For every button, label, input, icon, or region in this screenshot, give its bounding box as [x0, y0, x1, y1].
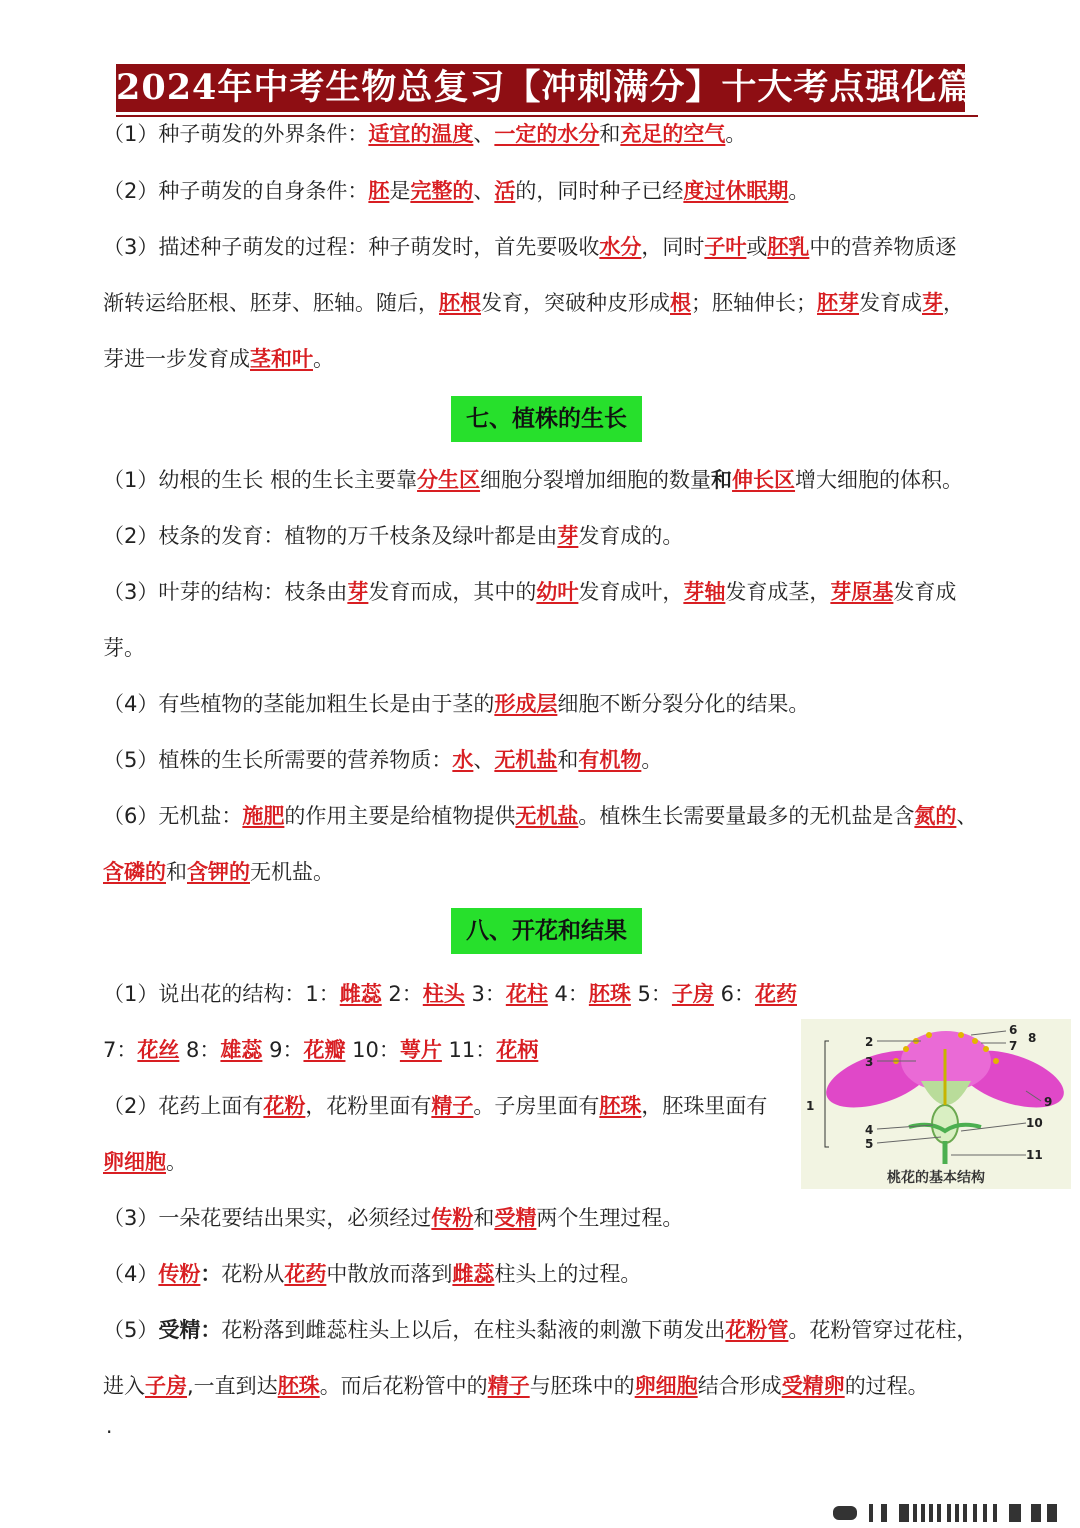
highlighted-term: 受精卵	[781, 1374, 845, 1398]
highlighted-term: 花柱	[505, 982, 548, 1006]
text-segment: 发育，突破种皮形成	[481, 291, 670, 315]
page-title: 2024年中考生物总复习【冲刺满分】十大考点强化篇	[116, 64, 965, 112]
highlighted-term: 卵细胞	[103, 1150, 166, 1174]
text-segment: 无机盐。	[250, 860, 334, 884]
text-segment: 2：	[381, 982, 423, 1006]
peach-flower-diagram	[801, 1019, 1071, 1189]
highlighted-term: 形成层	[494, 692, 558, 716]
figure-caption: 桃花的基本结构	[887, 1170, 985, 1186]
callout-label: 5	[865, 1137, 874, 1151]
callout-label: 9	[1044, 1095, 1053, 1109]
text-segment: 与胚珠中的	[529, 1374, 635, 1398]
highlighted-term: 胚芽	[817, 291, 859, 315]
highlighted-term: 芽原基	[830, 580, 894, 604]
callout-label: 7	[1009, 1039, 1018, 1053]
text-segment: 芽进一步发育成	[103, 347, 250, 371]
highlighted-term: 精子	[487, 1374, 530, 1398]
highlighted-term: 有机物	[578, 748, 642, 772]
highlighted-term: 胚珠	[588, 982, 631, 1006]
text-segment: 发育成茎，	[725, 580, 831, 604]
text-line	[103, 633, 145, 663]
highlighted-term: 传粉	[158, 1262, 201, 1286]
text-line	[103, 288, 964, 318]
text-segment: （1）说出花的结构：1：	[103, 982, 340, 1006]
highlighted-term: 芽	[557, 524, 579, 548]
text-segment: 。	[166, 1150, 187, 1174]
text-segment: （5）植株的生长所需要的营养物质：	[103, 748, 453, 772]
text-segment: 和	[166, 860, 187, 884]
highlighted-term: 花药	[284, 1262, 327, 1286]
text-segment: ；胚轴伸长；	[691, 291, 817, 315]
text-line	[103, 232, 956, 262]
text-segment: 、	[473, 122, 495, 146]
text-segment: 的，同时种子已经	[515, 179, 684, 203]
text-segment: 6：	[713, 982, 755, 1006]
highlighted-term: 芽	[347, 580, 369, 604]
text-segment: 发育而成，其中的	[368, 580, 537, 604]
bold-text: 受精：	[158, 1318, 222, 1342]
text-line	[103, 1315, 977, 1345]
highlighted-term: 雌蕊	[452, 1262, 495, 1286]
highlighted-term: 花瓣	[303, 1038, 346, 1062]
highlighted-term: 一定的水分	[494, 122, 600, 146]
callout-label: 2	[865, 1035, 874, 1049]
highlighted-term: 花粉管	[725, 1318, 789, 1342]
highlighted-term: 含磷的	[103, 860, 166, 884]
text-line	[103, 1035, 538, 1065]
text-segment: 和	[557, 748, 579, 772]
text-segment: 结合形成	[697, 1374, 782, 1398]
text-segment: ，花粉里面有	[305, 1094, 432, 1118]
text-segment: 细胞不断分裂分化的结果。	[557, 692, 810, 716]
text-segment: 进入	[103, 1374, 145, 1398]
section-heading-growth: 七、植株的生长	[451, 396, 642, 442]
highlighted-term: 子叶	[704, 235, 747, 259]
text-line	[103, 1203, 683, 1233]
highlighted-term: 充足的空气	[620, 122, 726, 146]
highlighted-term: 无机盐	[515, 804, 579, 828]
highlighted-term: 无机盐	[494, 748, 558, 772]
text-segment: 11：	[441, 1038, 497, 1062]
text-segment: 中散放而落到	[326, 1262, 453, 1286]
highlighted-term: 分生区	[417, 468, 481, 492]
text-segment: 发育成	[859, 291, 922, 315]
text-segment: 细胞分裂增加细胞的数量	[480, 468, 712, 492]
text-segment: （3）叶芽的结构：枝条由	[103, 580, 348, 604]
text-segment: （6）无机盐：	[103, 804, 243, 828]
text-line	[103, 1371, 929, 1401]
text-segment: 增大细胞的体积。	[795, 468, 964, 492]
text-line	[103, 689, 809, 719]
highlighted-term: 雌蕊	[339, 982, 382, 1006]
highlighted-term: 萼片	[399, 1038, 442, 1062]
text-segment: 的过程。	[844, 1374, 929, 1398]
text-segment: （4）有些植物的茎能加粗生长是由于茎的	[103, 692, 495, 716]
text-line	[103, 801, 977, 831]
text-segment: 5：	[630, 982, 672, 1006]
text-segment: 和	[599, 122, 621, 146]
highlighted-term: 卵细胞	[634, 1374, 698, 1398]
text-segment: 、	[473, 748, 495, 772]
text-segment: 。	[313, 347, 334, 371]
text-line	[103, 521, 683, 551]
text-segment: 花粉从	[221, 1262, 285, 1286]
text-line	[103, 857, 334, 887]
highlighted-term: 受精	[494, 1206, 537, 1230]
text-segment: 发育成的。	[578, 524, 684, 548]
text-segment: （1）幼根的生长 根的生长主要靠	[103, 468, 418, 492]
text-line	[103, 1091, 767, 1121]
text-segment: 7：	[103, 1038, 138, 1062]
highlighted-term: 子房	[671, 982, 714, 1006]
text-segment: 发育成	[893, 580, 957, 604]
highlighted-term: 活	[494, 179, 516, 203]
text-segment: 芽。	[103, 636, 145, 660]
text-line	[103, 1147, 187, 1177]
highlighted-term: 水分	[599, 235, 642, 259]
text-segment: 发育成叶，	[578, 580, 684, 604]
highlighted-term: 含钾的	[187, 860, 250, 884]
text-segment: （3）描述种子萌发的过程：种子萌发时，首先要吸收	[103, 235, 600, 259]
text-segment: （2）花药上面有	[103, 1094, 264, 1118]
highlighted-term: 茎和叶	[250, 347, 313, 371]
highlighted-term: 度过休眠期	[683, 179, 789, 203]
highlighted-term: 伸长区	[732, 468, 796, 492]
bold-text: ：	[200, 1262, 222, 1286]
callout-label: 6	[1009, 1023, 1018, 1037]
text-segment: 是	[389, 179, 411, 203]
highlighted-term: 胚	[368, 179, 390, 203]
highlighted-term: 施肥	[242, 804, 285, 828]
callout-label: 1	[806, 1099, 815, 1113]
text-segment: 9：	[262, 1038, 304, 1062]
text-segment: （3）一朵花要结出果实，必须经过	[103, 1206, 432, 1230]
text-segment: 。植株生长需要量最多的无机盐是含	[578, 804, 915, 828]
text-segment: 4：	[547, 982, 589, 1006]
highlighted-term: 胚珠	[599, 1094, 642, 1118]
text-segment: 两个生理过程。	[536, 1206, 684, 1230]
text-segment: 柱头上的过程。	[494, 1262, 642, 1286]
section-heading-flower: 八、开花和结果	[451, 908, 642, 954]
text-segment: ,一直到达	[187, 1374, 278, 1398]
highlighted-term: 胚根	[439, 291, 481, 315]
text-segment: 、	[956, 804, 978, 828]
text-line	[103, 745, 662, 775]
footer-dot: ·	[106, 1420, 113, 1444]
text-segment: 。而后花粉管中的	[319, 1374, 488, 1398]
text-line	[103, 119, 746, 149]
text-segment: ，同时	[641, 235, 705, 259]
text-segment: 。	[725, 122, 747, 146]
callout-label: 4	[865, 1123, 874, 1137]
text-line	[103, 1259, 641, 1289]
callout-label: 3	[865, 1055, 874, 1069]
highlighted-term: 芽轴	[683, 580, 726, 604]
callout-label: 10	[1026, 1116, 1043, 1130]
highlighted-term: 水	[452, 748, 474, 772]
text-segment: 3：	[464, 982, 506, 1006]
watermark-glyphs	[833, 1500, 1063, 1522]
highlighted-term: 柱头	[422, 982, 465, 1006]
highlighted-term: 适宜的温度	[368, 122, 474, 146]
text-segment: 。子房里面有	[473, 1094, 600, 1118]
text-segment: （1）种子萌发的外界条件：	[103, 122, 369, 146]
text-line	[103, 344, 334, 374]
highlighted-term: 花粉	[263, 1094, 306, 1118]
text-segment: 。	[788, 179, 810, 203]
text-line	[103, 979, 797, 1009]
text-segment: 10：	[345, 1038, 400, 1062]
highlighted-term: 幼叶	[536, 580, 579, 604]
text-line	[103, 465, 963, 495]
highlighted-term: 氮的	[914, 804, 957, 828]
highlighted-term: 精子	[431, 1094, 474, 1118]
text-segment: 花粉落到雌蕊柱头上以后，在柱头黏液的刺激下萌发出	[221, 1318, 726, 1342]
text-line	[103, 176, 809, 206]
text-segment: ，	[943, 291, 964, 315]
highlighted-term: 胚珠	[277, 1374, 320, 1398]
text-line	[103, 577, 956, 607]
highlighted-term: 花药	[754, 982, 797, 1006]
bold-text: 和	[711, 468, 733, 492]
text-segment: （2）种子萌发的自身条件：	[103, 179, 369, 203]
text-segment: 的作用主要是给植物提供	[284, 804, 516, 828]
text-segment: （2）枝条的发育：植物的万千枝条及绿叶都是由	[103, 524, 558, 548]
highlighted-term: 花丝	[137, 1038, 180, 1062]
highlighted-term: 胚乳	[767, 235, 810, 259]
highlighted-term: 花柄	[496, 1038, 539, 1062]
text-segment: （4）	[103, 1262, 159, 1286]
highlighted-term: 子房	[145, 1374, 187, 1398]
highlighted-term: 完整的	[410, 179, 474, 203]
text-segment: ，胚珠里面有	[641, 1094, 768, 1118]
callout-label: 8	[1028, 1031, 1037, 1045]
text-segment: 和	[473, 1206, 495, 1230]
title-underline	[116, 115, 978, 117]
text-segment: 渐转运给胚根、胚芽、胚轴。随后，	[103, 291, 439, 315]
text-segment: 8：	[179, 1038, 221, 1062]
text-segment: 。花粉管穿过花柱，	[788, 1318, 978, 1342]
callout-label: 11	[1026, 1148, 1043, 1162]
highlighted-term: 传粉	[431, 1206, 474, 1230]
highlighted-term: 雄蕊	[220, 1038, 263, 1062]
text-segment: 中的营养物质逐	[809, 235, 957, 259]
text-segment: 、	[473, 179, 495, 203]
text-segment: 或	[746, 235, 768, 259]
text-segment: （5）	[103, 1318, 159, 1342]
highlighted-term: 芽	[922, 291, 943, 315]
text-segment: 。	[641, 748, 663, 772]
highlighted-term: 根	[670, 291, 691, 315]
